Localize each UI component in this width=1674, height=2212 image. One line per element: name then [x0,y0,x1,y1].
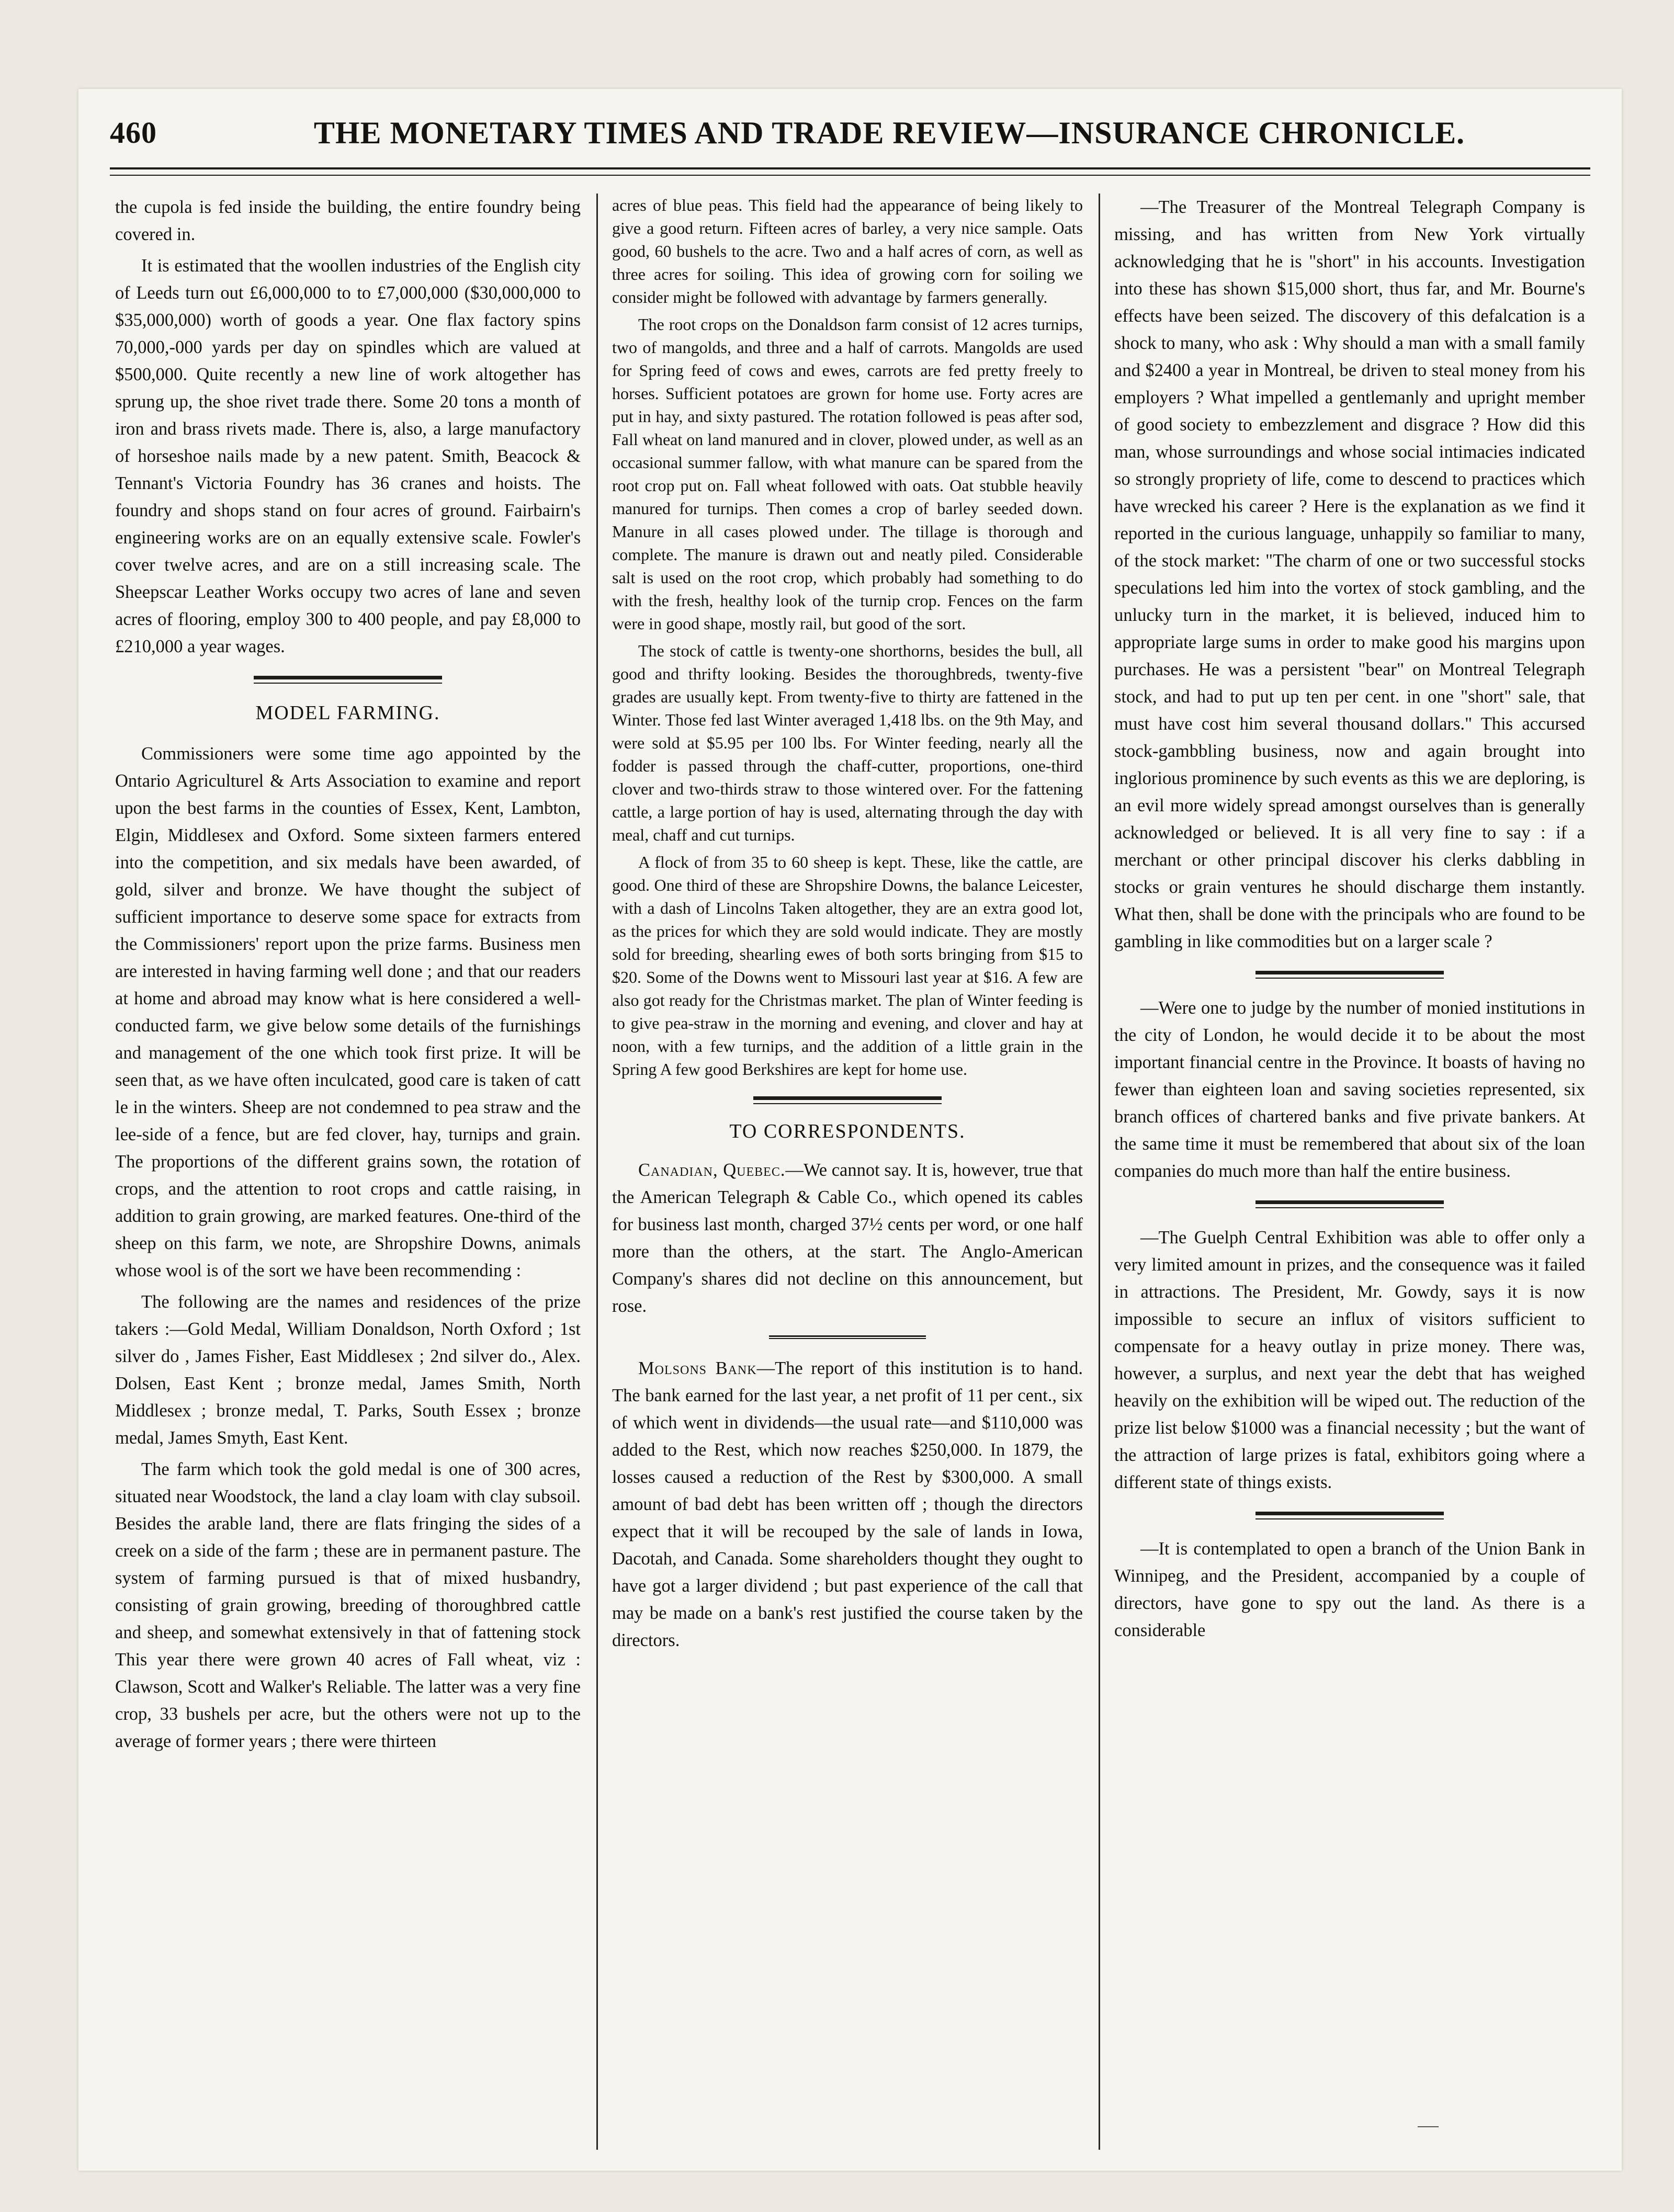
section-separator [769,1335,926,1339]
section-separator [1255,1512,1444,1519]
article-paragraph: —The Guelph Central Exhibition was able to offer only a very limited amount in prizes, and the consequence was it failed in attractions. The President, Mr. Gowdy, says it is now impossible to secure an influx of visitors sufficient to compensate for a heavy outlay in prize money. There was, however, a surplus, and next year the debt that has weighed heavily on the exhibition will be wiped out. The reduction of the prize list below $1000 was a financial necessity ; but the want of the attraction of large prizes is fatal, exhibitors going where a different state of things exists. [1114,1228,1585,1492]
article-paragraph: The following are the names and residences of the prize takers :—Gold Medal, William Donaldson, North Oxford ; 1st silver do , James Fisher, East Middlesex ; 2nd silver do., Alex. Dolsen, East Kent ; bronze medal, James Smith, North Middlesex ; bronze medal, T. Parks, South Essex ; bronze medal, James Smyth, East Kent. [115,1292,581,1448]
column-rule-1 [596,194,598,2150]
header-rule-top [110,167,1590,169]
running-head-title: THE MONETARY TIMES AND TRADE REVIEW—INSURANCE CHRONICLE. [313,116,1465,150]
section-separator [1255,1200,1444,1208]
section-separator [753,1096,942,1104]
page-number: 460 [110,116,157,150]
article-paragraph: The root crops on the Donaldson farm consist of 12 acres turnips, two of mangolds, and three and a half of carrots. Mangolds are used for Spring feed of cows and ewes, carrots are fed pretty freely to horses. Sufficient potatoes are grown for home use. Forty acres are put in hay, and sixty pastured. The rotation followed is peas after sod, Fall wheat on land manured and in clover, plowed under, as well as an occasional summer fallow, with what manure can be spared from the root crop put on. Fall wheat followed with oats. Oat stubble heavily manured for turnips. Then comes a crop of barley seeded down. Manure in all cases plowed under. The tillage is thorough and complete. The manure is drawn out and neatly piled. Considerable salt is used on the root crop, which probably had something to do with the fresh, healthy look of the turnip crop. Fences on the farm were in good shape, mostly rail, but good of the sort. [612,315,1083,633]
article-paragraph: It is estimated that the woollen industries of the English city of Leeds turn out £6,000,000 to to £7,000,000 ($30,000,000 to $35,000,000) worth of goods a year. One flax factory spins 70,000,-000 yards per day on spindles which are valued at $500,000. Quite recently a new line of work altogether has sprung up, the shoe rivet trade there. Some 20 tons a month of iron and brass rivets made. There is, also, a large manufactory of horseshoe nails made by a new patent. Smith, Beacock & Tennant's Victoria Foundry has 36 cranes and hoists. The foundry and shops stand on four acres of ground. Fairbairn's engineering works are on an equally extensive scale. Fowler's cover twelve acres, and are on a still increasing scale. The Sheepscar Leather Works occupy two acres of lane and seven acres of flooring, employ 300 to 400 people, and pay £8,000 to £210,000 a year wages. [115,256,581,656]
article-paragraph: —The Treasurer of the Montreal Telegraph Company is missing, and has written from New York virtually acknowledging that he is "short" in his accounts. Investigation into these has shown $15,000 short, thus far, and Mr. Bourne's effects have been seized. The discovery of this defalcation is a shock to many, who ask : Why should a man with a small family and $2400 a year in Montreal, be driven to steal money from his employers ? What impelled a gentlemanly and upright member of good society to embezzlement and disgrace ? How did this man, whose surroundings and whose social intimacies indicated so strongly propriety of life, come to descend to practices which have wrecked his career ? Here is the explanation as we find it reported in the curious language, unhappily so familiar to many, of the stock market: "The charm of one or two successful stocks speculations led him into the vortex of stock gambling, and the unlucky turn in the market, it is believed, induced him to appropriate large sums in order to make good his margins upon purchases. He was a persistent "bear" on Montreal Telegraph stock, and had to put up ten per cent. in one "short" sale, that must have cost him several thousand dollars." This accursed stock-gambbling business, now and again brought into inglorious prominence by such events as this we are deploring, is an evil more widely spread amongst ourselves than is generally acknowledged or believed. It is all very fine to say : if a merchant or other principal discover his clerks dabbling in stocks or grain ventures he should discharge them instantly. What then, shall be done with the principals who are found to be gambling in like commodities but on a larger scale ? [1114,197,1585,951]
article-paragraph: Commissioners were some time ago appointed by the Ontario Agriculturel & Arts Association to examine and report upon the best farms in the counties of Essex, Kent, Lambton, Elgin, Middlesex and Oxford. Some sixteen farmers entered into the competition, and six medals have been awarded, of gold, silver and bronze. We have thought the subject of sufficient importance to deserve some space for extracts from the Commissioners' report upon the prize farms. Business men are interested in having farming well done ; and that our readers at home and abroad may know what is here considered a well-conducted farm, we give below some details of the furnishings and management of the one which took first prize. It will be seen that, as we have often inculcated, good care is taken of catt le in the winters. Sheep are not condemned to pea straw and the lee-side of a fence, but are fed clover, hay, turnips and grain. The proportions of the different grains sown, the rotation of crops, and the attention to root crops and cattle raising, in addition to grain growing, are marked features. One-third of the sheep on this farm, we note, are Shropshire Downs, animals whose wool is of the sort we have been recommending : [115,744,581,1280]
section-title-correspondents: TO CORRESPONDENTS. [729,1120,966,1142]
article-paragraph: The farm which took the gold medal is one of 300 acres, situated near Woodstock, the land a clay loam with clay subsoil. Besides the arable land, there are flats fringing the sides of a creek on a side of the farm ; these are in permanent pasture. The system of farming pursued is that of mixed husbandry, consisting of grain growing, breeding of thoroughbred cattle and sheep, and somewhat extensively in that of fattening stock This year there were grown 40 acres of Fall wheat, viz : Clawson, Scott and Walker's Reliable. The latter was a very fine crop, 33 bushels per acre, but the others were not up to the average of former years ; there were thirteen [115,1459,581,1751]
correspondence-item [612,1156,1083,1320]
header-rule-bottom [110,175,1590,176]
item-text: —The report of this institution is to hand. The bank earned for the last year, a net profit of 11 per cent., six of which went in dividends—the usual rate—and $110,000 was added to the Rest, which now reaches $250,000. In 1879, the losses caused a reduction of the Rest by $300,000. A small amount of bad debt has been written off ; though the directors expect that it will be recouped by the sale of lands in Iowa, Dacotah, and Canada. Some shareholders thought they ought to have got a larger dividend ; but past experience of the call that may be made on a bank's rest justified the course taken by the directors. [612,1358,1083,1650]
decorative-dash [1418,2126,1439,2127]
column-3 [1114,194,1585,2160]
article-paragraph: A flock of from 35 to 60 sheep is kept. These, like the cattle, are good. One third of these are Shropshire Downs, the balance Leicester, with a dash of Lincolns Taken altogether, they are an extra good lot, as the prices for which they are sold would indicate. They are mostly sold for breeding, shearling ewes of both sorts bringing from $15 to $20. Some of the Downs went to Missouri last year at $16. A few are also got ready for the Christmas market. The plan of Winter feeding is to give pea-straw in the morning and evening, and clover and hay at noon, with a few turnips, and the addition of a little grain in the Spring A few good Berkshires are kept for home use. [612,853,1083,1079]
article-paragraph: acres of blue peas. This field had the appearance of being likely to give a good return. Fifteen acres of barley, a very nice sample. Oats good, 60 bushels to the acre. Two and a half acres of corn, as well as three acres for soiling. This idea of growing corn for soiling we consider might be followed with advantage by farmers generally. [612,196,1083,307]
section-separator [1255,971,1444,979]
item-lead: Canadian, Quebec. [638,1160,786,1180]
section-title-model-farming: MODEL FARMING. [255,702,440,724]
column-rule-2 [1099,194,1100,2150]
item-text: —We cannot say. It is, however, true that the American Telegraph & Cable Co., which opened its cables for business last month, charged 37½ cents per word, or one half more than the others, at the start. The Anglo-American Company's shares did not decline on this announcement, but rose. [612,1160,1083,1316]
article-paragraph: —It is contemplated to open a branch of the Union Bank in Winnipeg, and the President, accompanied by a couple of directors, have gone to spy out the land. As there is a considerable [1114,1539,1585,1640]
correspondence-item [612,1355,1083,1654]
column-2 [612,194,1083,2160]
article-paragraph: The stock of cattle is twenty-one shorthorns, besides the bull, all good and thrifty looking. Besides the thoroughbreds, twenty-five grades are usually kept. From twenty-five to thirty are fattened in the Winter. Those fed last Winter averaged 1,418 lbs. on the 9th May, and were sold at $5.95 per 100 lbs. For Winter feeding, nearly all the fodder is passed through the chaff-cutter, proportions, one-third clover and two-thirds straw to those wintered over. For the fattening cattle, a large portion of hay is used, alternating through the day with meal, chaff and cut turnips. [612,641,1083,844]
article-paragraph: the cupola is fed inside the building, the entire foundry being covered in. [115,197,581,244]
column-1 [115,194,581,2160]
section-separator [254,676,442,684]
article-paragraph: —Were one to judge by the number of monied institutions in the city of London, he would decide it to be about the most important financial centre in the Province. It boasts of having no fewer than eighteen loan and saving societies represented, six branch offices of chartered banks and five private bankers. At the same time it must be remembered that about six of the loan companies do much more than half the entire business. [1114,998,1585,1181]
item-lead: Molsons Bank [638,1358,757,1378]
page-header [110,105,1590,167]
newspaper-page [78,89,1622,2171]
